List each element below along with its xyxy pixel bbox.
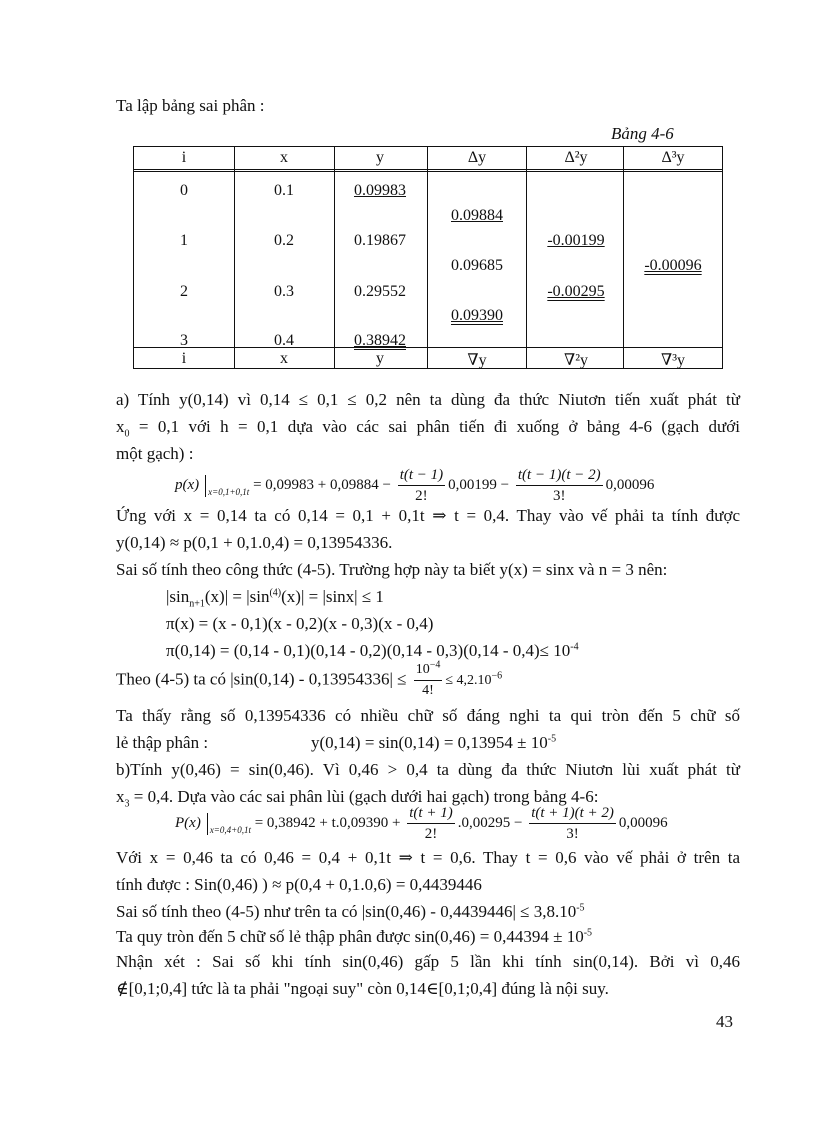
footer-nabla3-y: ∇³y <box>661 352 685 369</box>
remark-line1: Nhận xét : Sai số khi tính sin(0,46) gấp 5 lần khi tính sin(0,14). Bởi vì 0,46 <box>116 952 740 971</box>
line-t-value-b: Với x = 0,46 ta có 0,46 = 0,4 + 0,1t ⇒ t = 0,6. Thay t = 0,6 vào vế phải ở trên ta <box>116 848 740 867</box>
cell-x: 0.3 <box>274 283 294 300</box>
formula-backward: P(x) $_{x=0,4+0,1t}$ = 0,38942 + t.0,09390 + $\frac{t(t + 1)}{2!}$ .0,00295 − $\frac{t(t + 1)(t + 2)}{3!}$ 0,00096 <box>175 805 668 842</box>
cell-dy: 0.09884 <box>451 207 503 224</box>
difference-table <box>133 146 723 369</box>
para-b-line1: b)Tính y(0,46) = sin(0,46). Vì 0,46 > 0,4 ta dùng đa thức Niutơn lùi xuất phát từ <box>116 760 740 779</box>
cell-dy: 0.09390 <box>451 307 503 324</box>
header-i: i <box>181 149 187 166</box>
cell-i: 1 <box>180 232 188 249</box>
line-round-label: lẻ thập phân : <box>116 733 209 752</box>
intro-text: Ta lập bảng sai phân : <box>116 96 265 115</box>
table-caption: Bảng 4-6 <box>611 124 674 143</box>
line-round-result: $y(0,14) = \sin(0,14) = 0,13954 \pm 10^{-5}$ <box>311 733 557 752</box>
line-error-b: Sai số tính theo (4-5) như trên ta có $|\sin(0,46) - 0,4439446| \le 3,8.10^{-5}$ <box>116 902 585 921</box>
line-approx: y(0,14) ≈ p(0,1 + 0,1.0,4) = 0,13954336. <box>116 533 393 552</box>
cell-y: 0.19867 <box>354 232 406 249</box>
line-round-intro: Ta thấy rằng số 0,13954336 có nhiều chữ số đáng nghi ta qui tròn đến 5 chữ số <box>116 706 740 725</box>
cell-y: 0.38942 <box>354 332 406 349</box>
footer-nabla-y: ∇y <box>467 352 487 369</box>
header-dy: Δy <box>467 149 487 166</box>
para-a-line3: một gạch) : <box>116 444 194 463</box>
line-error-formula: Sai số tính theo công thức (4-5). Trường hợp này ta biết y(x) = sinx và n = 3 nên: <box>116 560 668 579</box>
cell-dy: 0.09685 <box>451 257 503 274</box>
header-d3y: Δ³y <box>661 149 685 166</box>
para-b-line2: $x_3 = 0,4$. Dựa vào các sai phân lùi (gạch dưới hai gạch) trong bảng 4-6: <box>116 787 599 810</box>
cell-y: 0.29552 <box>354 283 406 300</box>
cell-x: 0.1 <box>274 182 294 199</box>
cell-y: 0.09983 <box>354 182 406 199</box>
footer-nabla2-y: ∇²y <box>564 352 588 369</box>
footer-y: y <box>376 350 384 367</box>
cell-i: 3 <box>180 332 188 349</box>
line-pi-x: π(x) = (x - 0,1)(x - 0,2)(x - 0,3)(x - 0,4) <box>166 614 434 633</box>
para-a-line2: $x_0 = 0,1$ với h = 0,1 dựa vào các sai phân tiến đi xuống ở bảng 4-6 (gạch dưới <box>116 417 740 440</box>
header-y: y <box>376 149 384 166</box>
line-t-value: Ứng với x = 0,14 ta có 0,14 = 0,1 + 0,1t ⇒ t = 0,4. Thay vào vế phải ta tính được <box>116 506 740 525</box>
page-number: 43 <box>716 1012 733 1031</box>
cell-i: 2 <box>180 283 188 300</box>
cell-d2y: -0.00295 <box>547 283 605 300</box>
header-x: x <box>280 149 288 166</box>
remark-line2: ∉[0,1;0,4] tức là ta phải "ngoại suy" còn 0,14∈[0,1;0,4] đúng là nội suy. <box>116 979 609 998</box>
footer-x: x <box>280 350 288 367</box>
cell-x: 0.2 <box>274 232 294 249</box>
cell-d2y: -0.00199 <box>547 232 605 249</box>
line-pi-value: $\pi(0,14) = (0,14 - 0,1)(0,14 - 0,2)(0,14 - 0,3)(0,14 - 0,4)\le 10^{-4}$ <box>166 641 579 660</box>
formula-forward: p(x) $_{x=0,1+0,1t}$ = 0,09983 + 0,09884 − $\frac{t(t - 1)}{2!}$ 0,00199 − $\frac{t(t - 1)(t - 2)}{3!}$ 0,00096 <box>175 467 655 504</box>
footer-i: i <box>181 350 187 367</box>
cell-i: 0 <box>180 182 188 199</box>
line-round-b: Ta quy tròn đến 5 chữ số lẻ thập phân được $\sin(0,46) = 0,44394 \pm 10^{-5}$ <box>116 927 593 946</box>
line-sin046: tính được : Sin(0,46) ) ≈ p(0,4 + 0,1.0,6) = 0,4439446 <box>116 875 482 894</box>
para-a-line1: a) Tính y(0,14) vì 0,14 ≤ 0,1 ≤ 0,2 nên ta dùng đa thức Niutơn tiến xuất phát từ <box>116 390 740 409</box>
line-error-estimate: Theo (4-5) ta có |sin(0,14) - 0,13954336| ≤ $\frac{10^{-4}}{4!}$ ≤ $4,2.10^{-6}$ <box>116 659 503 698</box>
line-sin-bound: $|\sin_{n+1}(x)| = |\sin^{(4)}(x)| = |\sin x| \le 1$ <box>166 587 384 610</box>
cell-d3y: -0.00096 <box>644 257 702 274</box>
cell-x: 0.4 <box>274 332 294 349</box>
header-d2y: Δ²y <box>564 149 588 166</box>
